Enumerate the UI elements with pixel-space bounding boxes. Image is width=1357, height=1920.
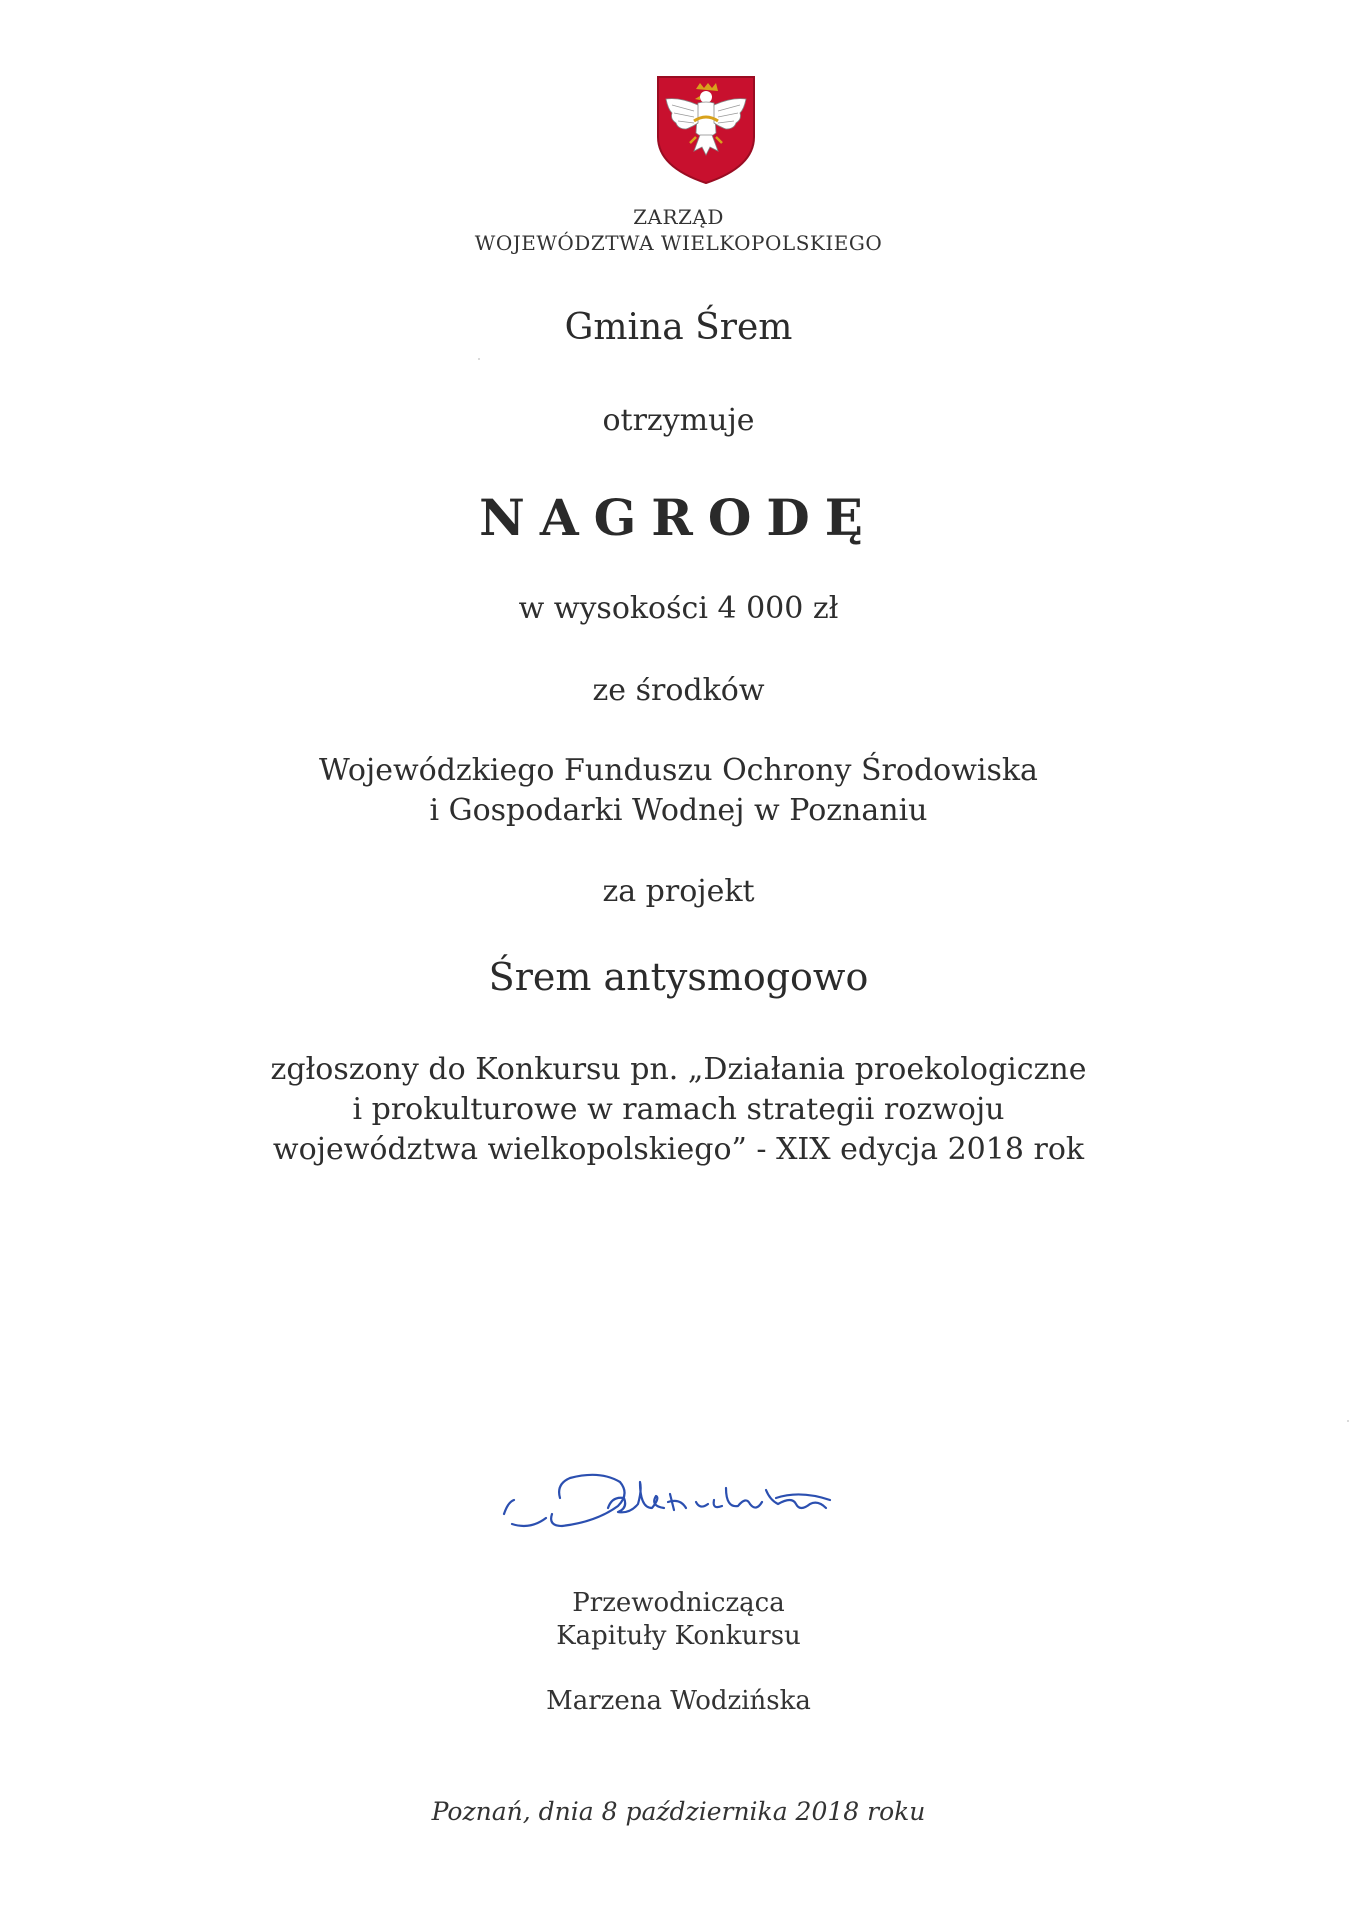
project-name: Śrem antysmogowo: [488, 955, 869, 999]
eagle-crest-icon: [656, 75, 756, 185]
signer-name: Marzena Wodzińska: [546, 1686, 811, 1716]
crest-icon: [656, 75, 756, 185]
award-amount: w wysokości 4 000 zł: [518, 591, 839, 626]
org-line-2: WOJEWÓDZTWA WIELKOPOLSKIEGO: [474, 231, 883, 255]
org-line-1: ZARZĄD: [633, 205, 724, 229]
signer-title-line-1: Przewodnicząca: [572, 1588, 785, 1618]
contest-line-1: zgłoszony do Konkursu pn. „Działania proekologiczne: [270, 1052, 1087, 1087]
project-intro: za projekt: [602, 874, 755, 909]
verb-text: otrzymuje: [602, 403, 755, 438]
award-title: NAGRODĘ: [479, 488, 878, 547]
recipient-name: Gmina Śrem: [564, 307, 793, 348]
contest-line-2: i prokulturowe w ramach strategii rozwoju: [352, 1092, 1005, 1127]
handwritten-signature: [500, 1460, 880, 1540]
contest-line-3: województwa wielkopolskiego” - XIX edycja 2018 rok: [272, 1132, 1085, 1167]
issue-date: Poznań, dnia 8 października 2018 roku: [431, 1797, 926, 1826]
signature-scribble-icon: [500, 1460, 880, 1540]
signer-title-line-2: Kapituły Konkursu: [556, 1621, 801, 1651]
scan-speck: [1347, 1420, 1349, 1422]
fund-name-line-1: Wojewódzkiego Funduszu Ochrony Środowiska: [319, 753, 1038, 788]
funds-intro: ze środków: [592, 673, 765, 708]
scan-speck: [478, 358, 480, 360]
fund-name-line-2: i Gospodarki Wodnej w Poznaniu: [429, 793, 928, 828]
